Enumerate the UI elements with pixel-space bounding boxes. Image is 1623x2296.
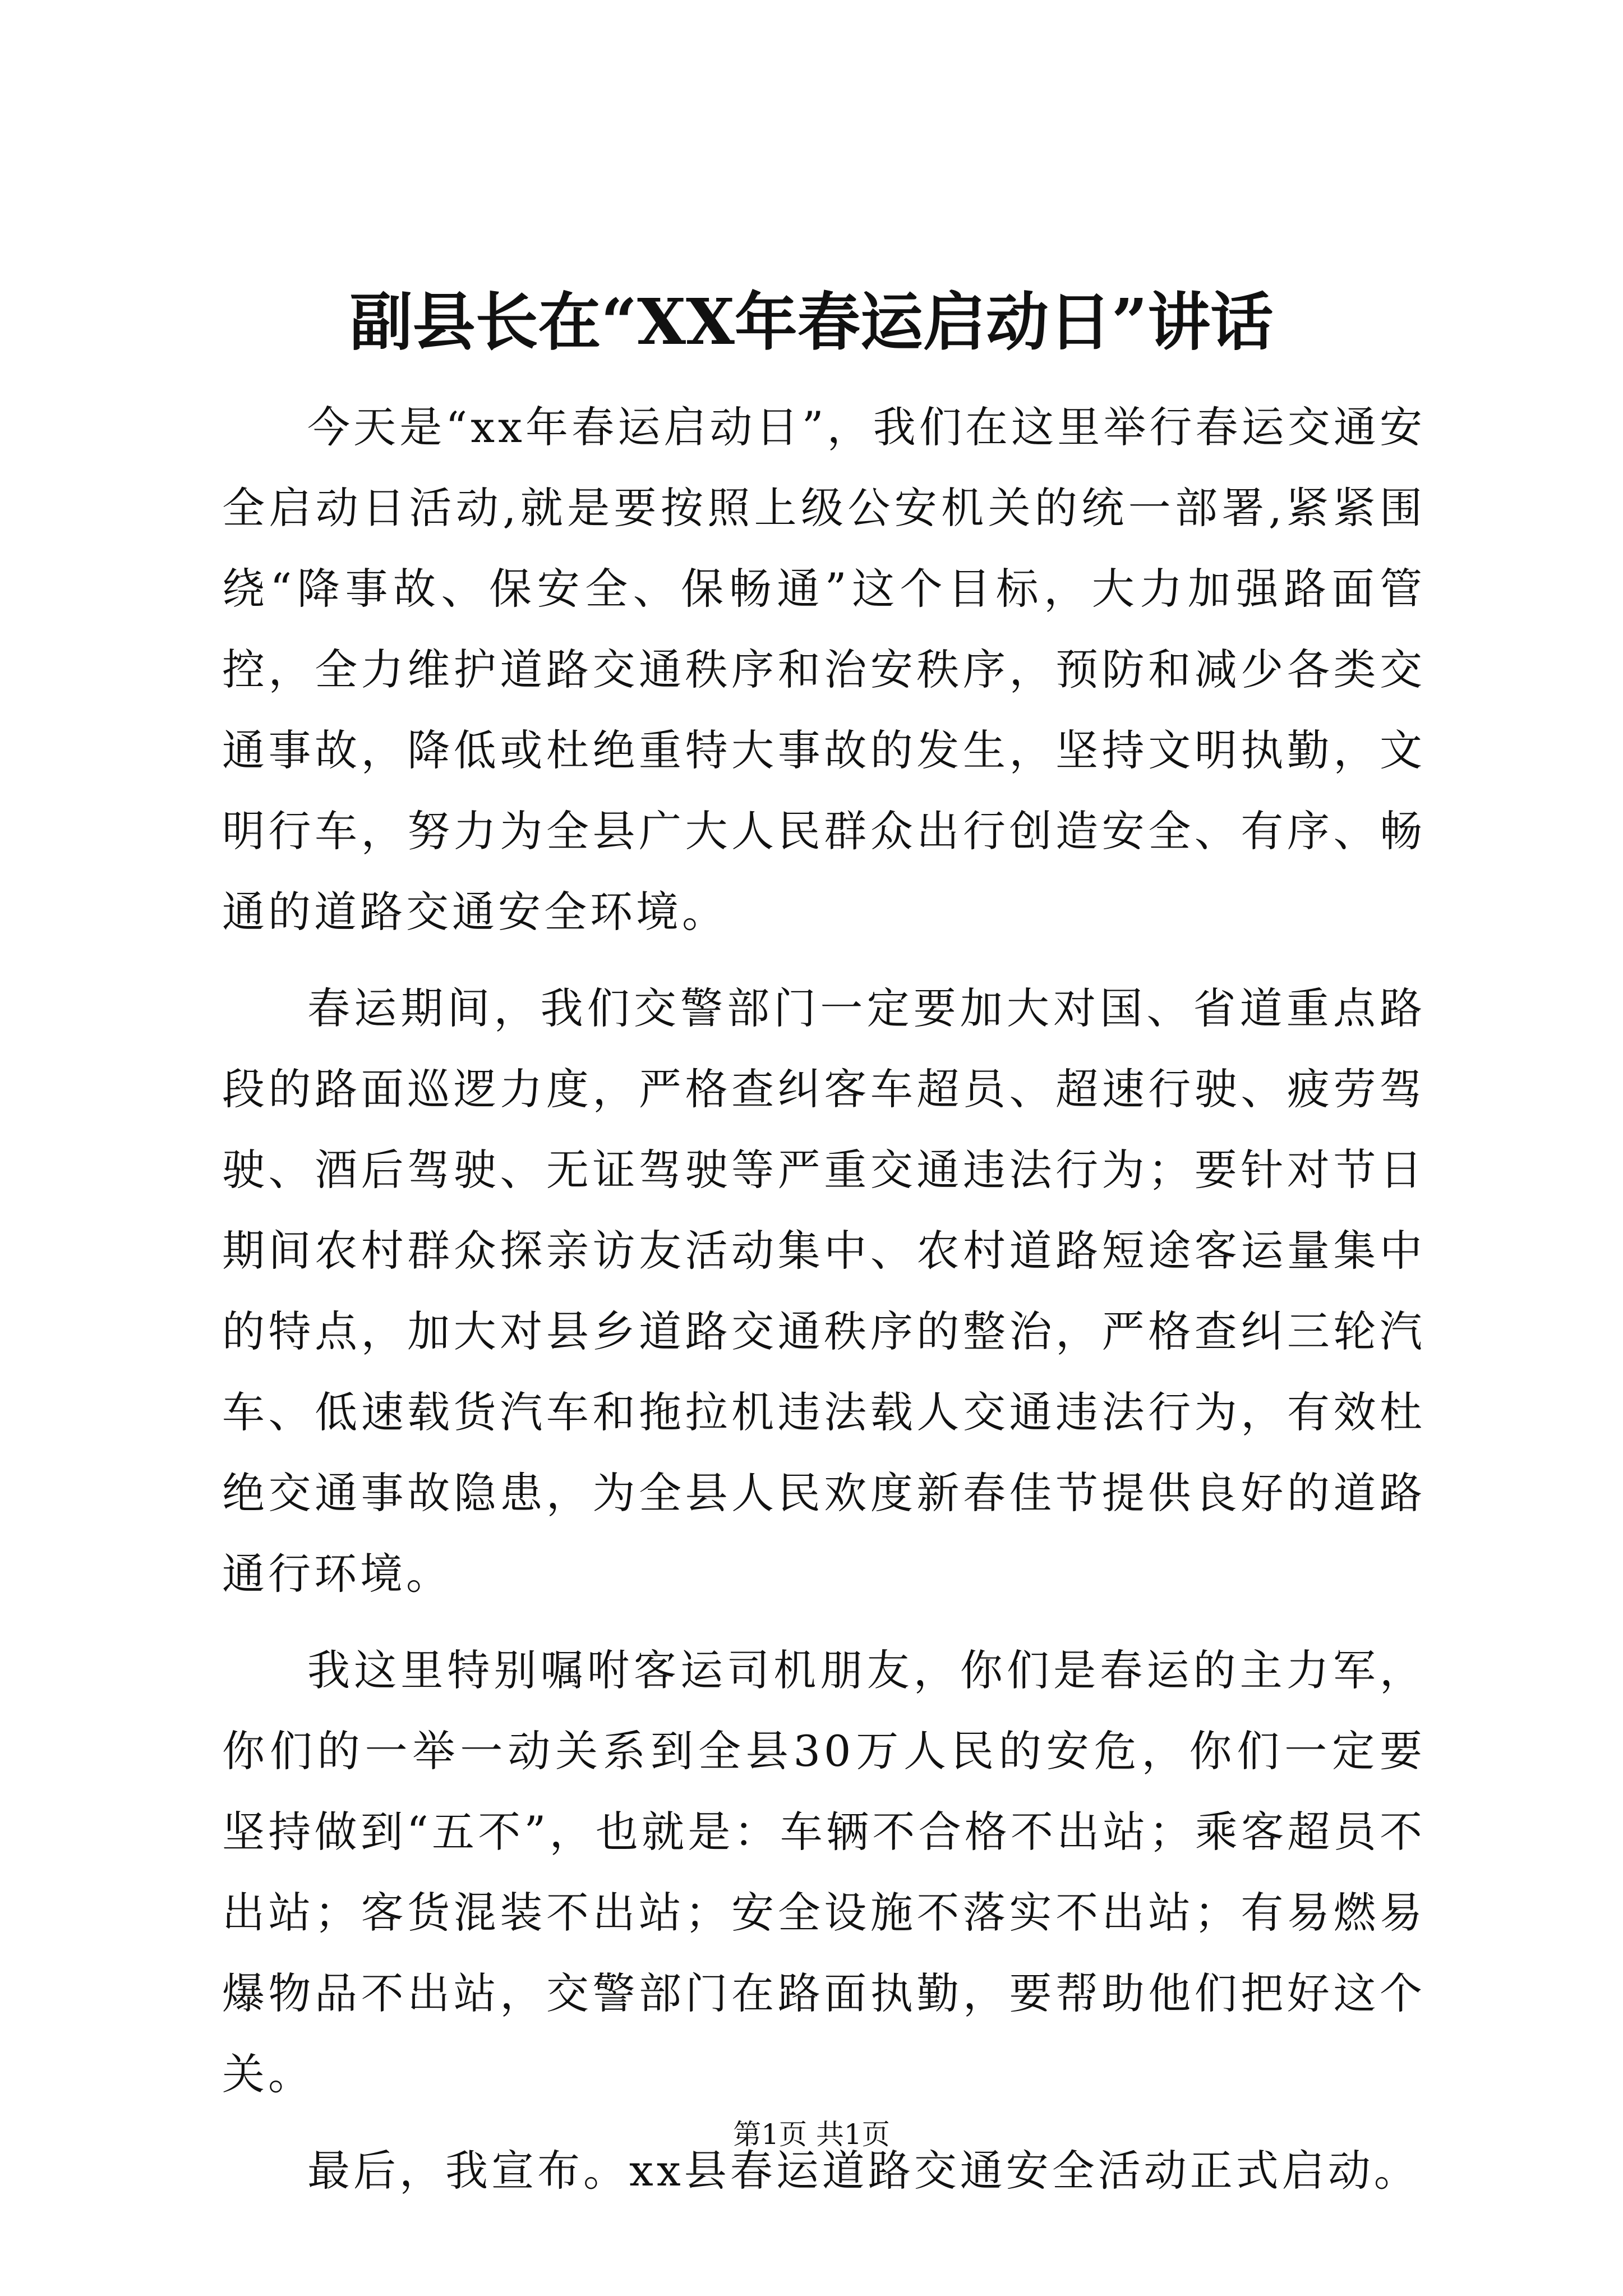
document-title: 副县长在“XX年春运启动日”讲话 (349, 286, 1274, 359)
paragraph-1: 今天是“xx年春运启动日”，我们在这里举行春运交通安全启动日活动,就是要按照上级公安机关的统一部署,紧紧围绕“降事故、保安全、保畅通”这个目标，大力加强路面管控，全力维护道路交通秩序和治安秩序，预防和减少各类交通事故，降低或杜绝重特大事故的发生，坚持文明执勤，文明行车，努力为全县广大人民群众出行创造安全、有序、畅通的道路交通安全环境。 (222, 402, 1426, 937)
page-number-footer: 第1页 共1页 (733, 2118, 890, 2151)
paragraph-4: 最后，我宣布。xx县春运道路交通安全活动正式启动。 (307, 2146, 1420, 2196)
document-body (222, 387, 1426, 2211)
paragraph-3: 我这里特别嘱咐客运司机朋友，你们是春运的主力军，你们的一举一动关系到全县30万人民的安危，你们一定要坚持做到“五不”，也就是：车辆不合格不出站；乘客超员不出站；客货混装不出站；安全设施不落实不出站；有易燃易爆物品不出站，交警部门在路面执勤，要帮助他们把好这个关。 (222, 1645, 1426, 2099)
paragraph-2: 春运期间，我们交警部门一定要加大对国、省道重点路段的路面巡逻力度，严格查纠客车超员、超速行驶、疲劳驾驶、酒后驾驶、无证驾驶等严重交通违法行为；要针对节日期间农村群众探亲访友活动集中、农村道路短途客运量集中的特点，加大对县乡道路交通秩序的整治，严格查纠三轮汽车、低速载货汽车和拖拉机违法载人交通违法行为，有效杜绝交通事故隐患，为全县人民欢度新春佳节提供良好的道路通行环境。 (222, 983, 1426, 1599)
